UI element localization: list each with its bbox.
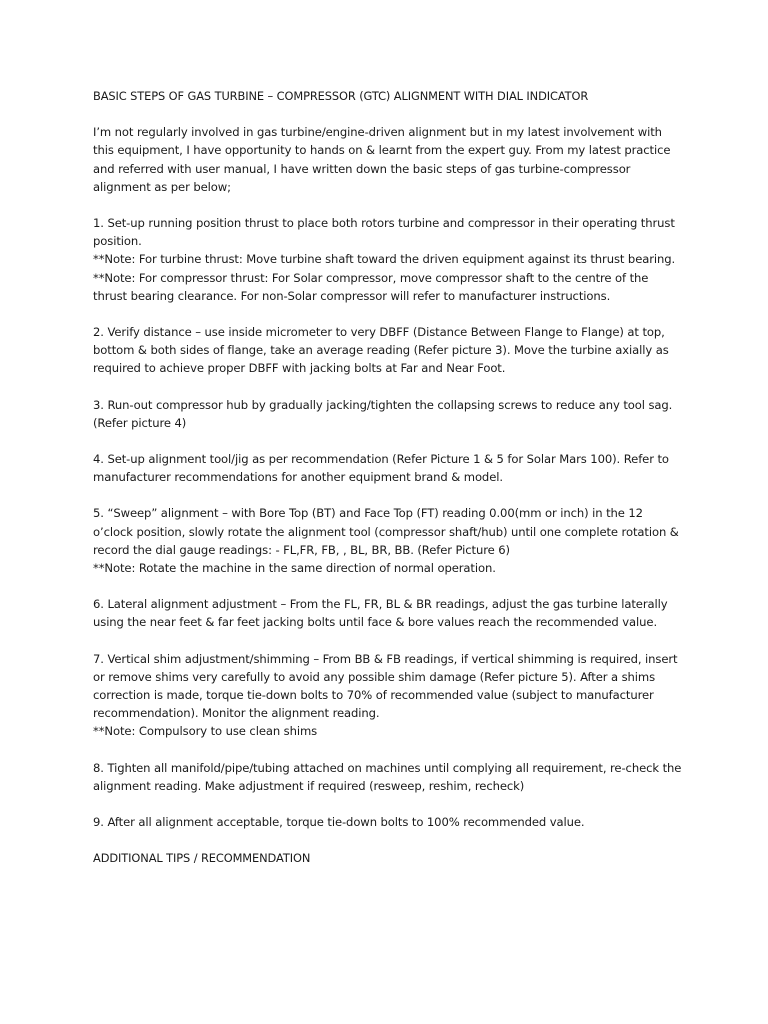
step-1 — [93, 214, 683, 305]
step-4 — [93, 450, 683, 486]
step-text: 4. Set-up alignment tool/jig as per recommendation (Refer Picture 1 & 5 for Solar Mars 100). Refer to manufacturer recommendations for another equipment brand & model. — [93, 452, 669, 485]
step-6 — [93, 595, 683, 631]
step-text: 7. Vertical shim adjustment/shimming – From BB & FB readings, if vertical shimming is required, insert or remove shims very carefully to avoid any possible shim damage (Refer picture 5). After a shims correction is made, torque tie-down bolts to 70% of recommended value (subject to manufacturer recommendation). Monitor the alignment reading. — [93, 651, 678, 721]
step-text: 2. Verify distance – use inside micrometer to very DBFF (Distance Between Flange to Flange) at top, bottom & both sides of flange, take an average reading (Refer picture 3). Move the turbine axially as required to achieve proper DBFF with jacking bolts at Far and Near Foot. — [93, 325, 669, 376]
step-text: 9. After all alignment acceptable, torque tie-down bolts to 100% recommended value. — [93, 815, 585, 830]
step-text: 8. Tighten all manifold/pipe/tubing attached on machines until complying all requirement, re-check the alignment reading. Make adjustment if required (resweep, reshim, recheck) — [93, 760, 682, 793]
document-title: BASIC STEPS OF GAS TURBINE – COMPRESSOR (GTC) ALIGNMENT WITH DIAL INDICATOR — [93, 89, 589, 103]
step-text: 3. Run-out compressor hub by gradually jacking/tighten the collapsing screws to reduce any tool sag. (Refer picture 4) — [93, 397, 673, 430]
step-2 — [93, 323, 683, 378]
step-5 — [93, 504, 683, 577]
step-3 — [93, 396, 683, 432]
step-text: 1. Set-up running position thrust to place both rotors turbine and compressor in their operating thrust position. — [93, 216, 675, 249]
step-7 — [93, 650, 683, 741]
step-8 — [93, 759, 683, 795]
step-note: **Note: Compulsory to use clean shims — [93, 724, 318, 739]
step-note: **Note: Rotate the machine in the same direction of normal operation. — [93, 561, 496, 576]
step-text: 5. “Sweep” alignment – with Bore Top (BT) and Face Top (FT) reading 0.00(mm or inch) in the 12 o’clock position, slowly rotate the alignment tool (compressor shaft/hub) until one complete rotation & record the dial gauge readings: - FL,FR, FB, , BL, BR, BB. (Refer Picture 6) — [93, 506, 679, 557]
step-note: **Note: For turbine thrust: Move turbine shaft toward the driven equipment against its thrust bearing. — [93, 252, 676, 267]
additional-tips-heading: ADDITIONAL TIPS / RECOMMENDATION — [93, 851, 311, 866]
step-9 — [93, 813, 683, 831]
document-body — [93, 87, 683, 868]
intro-paragraph: I’m not regularly involved in gas turbine/engine-driven alignment but in my latest involvement with this equipment, I have opportunity to hands on & learnt from the expert guy. From my latest practice and referred with user manual, I have written down the basic steps of gas turbine-compressor alignment as per below; — [93, 125, 671, 194]
step-text: 6. Lateral alignment adjustment – From the FL, FR, BL & BR readings, adjust the gas turbine laterally using the near feet & far feet jacking bolts until face & bore values reach the recommended value. — [93, 597, 668, 630]
step-note: **Note: For compressor thrust: For Solar compressor, move compressor shaft to the centre of the thrust bearing clearance. For non-Solar compressor will refer to manufacturer instructions. — [93, 270, 649, 303]
